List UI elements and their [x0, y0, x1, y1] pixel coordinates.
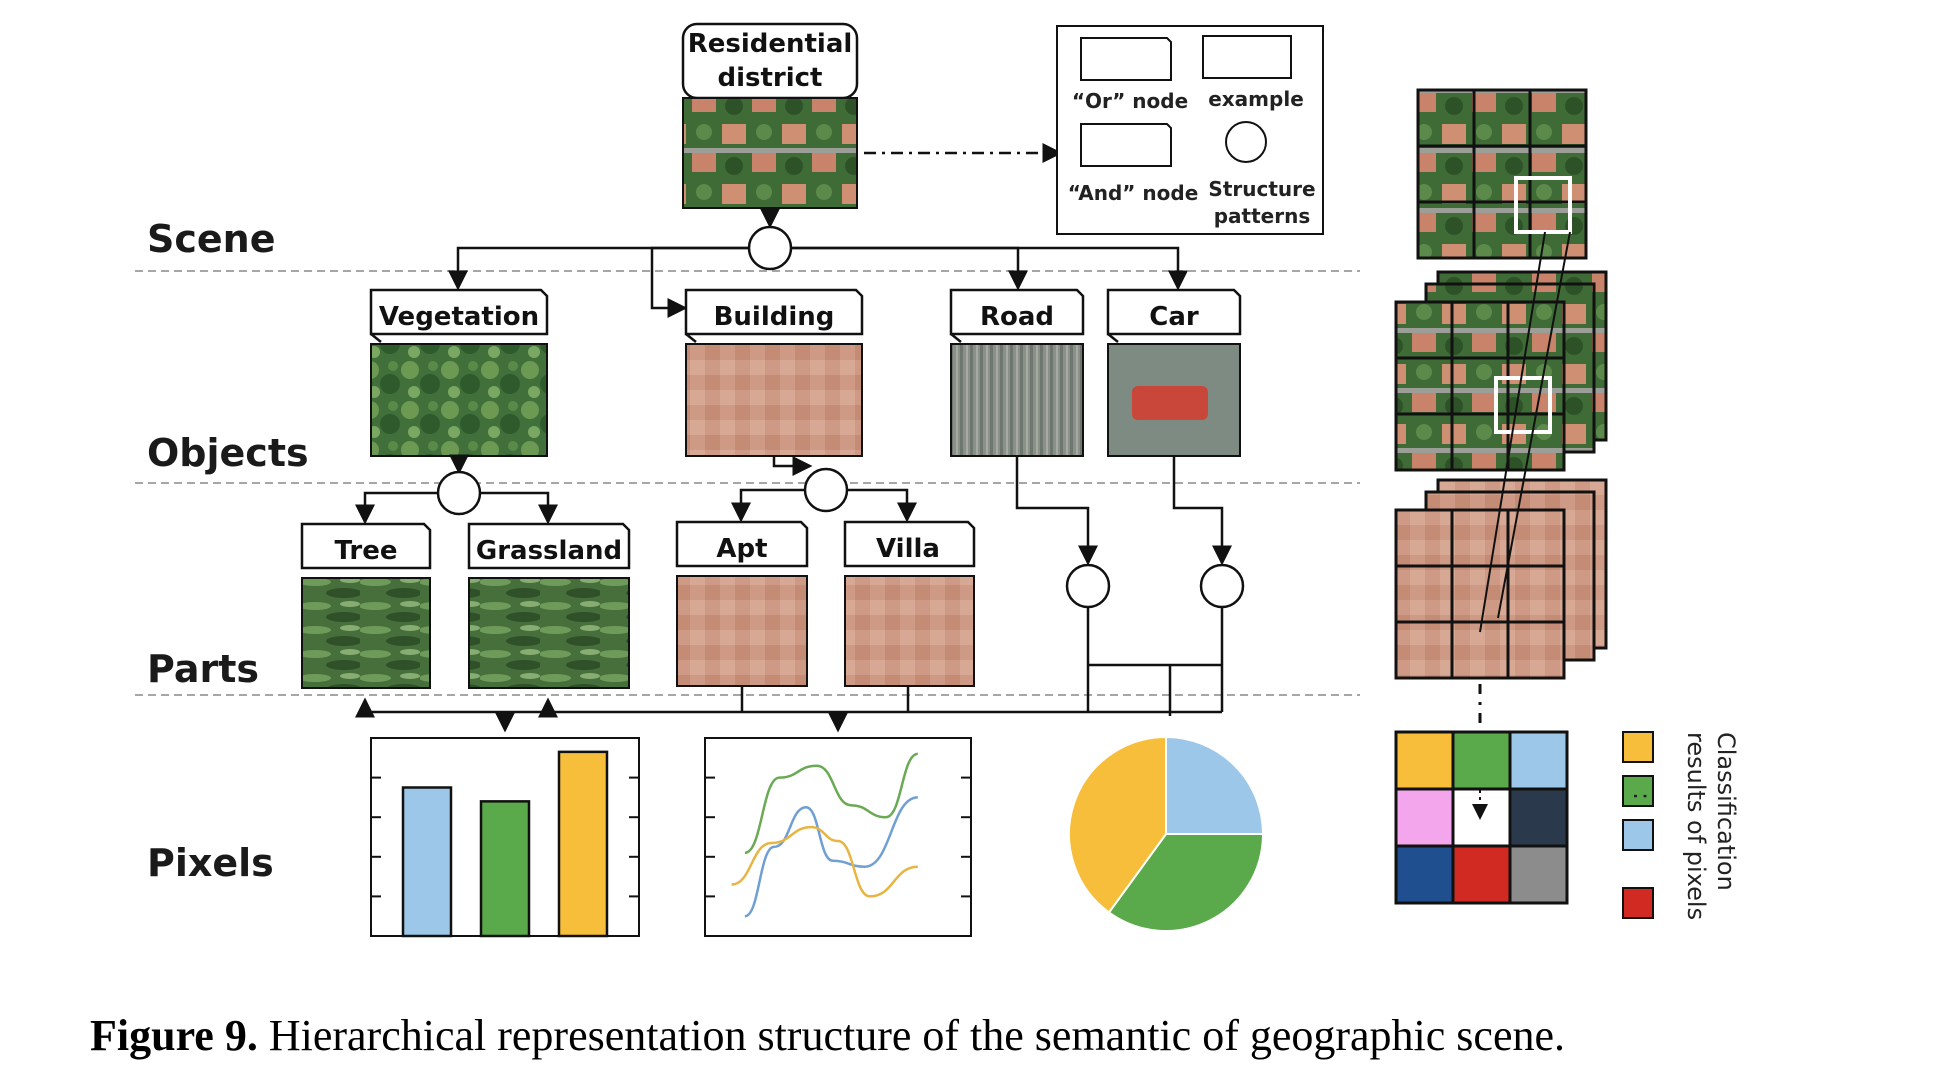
road-structure-node [1067, 565, 1109, 607]
level-scene: Scene [147, 217, 276, 261]
level-objects: Objects [147, 431, 309, 475]
line-chart-frame [705, 738, 971, 936]
tree-image [302, 578, 430, 688]
bar-1 [403, 788, 451, 937]
node-tree [302, 524, 430, 688]
pie-chart [1069, 737, 1263, 931]
grid-cell-0-0 [1396, 732, 1453, 789]
classification-label-line2: results of pixels [1682, 732, 1710, 921]
road-label: Road [979, 302, 1055, 332]
legend-swatch-3 [1623, 888, 1653, 918]
grid-cell-1-1 [1453, 789, 1510, 846]
classification-label-line1: Classification [1712, 732, 1740, 891]
bar-2 [481, 801, 529, 936]
grid-cell-2-2 [1510, 846, 1567, 903]
node-car [1108, 290, 1240, 456]
legend-structure-shape [1226, 122, 1266, 162]
legend-structure-label-1: Structure [1208, 177, 1316, 201]
car-structure-node [1201, 565, 1243, 607]
legend-and-node-label: “And” node [1067, 181, 1199, 205]
classification-legend [1623, 732, 1653, 918]
bar-3 [559, 752, 607, 936]
residential-label-line2: district [717, 63, 823, 93]
level-parts: Parts [147, 647, 259, 691]
level-pixels: Pixels [147, 841, 274, 885]
grassland-label: Grassland [475, 536, 623, 566]
building-image [686, 344, 862, 456]
grid-cell-0-1 [1453, 732, 1510, 789]
scene-structure-node [749, 227, 791, 269]
grid-cell-2-1 [1453, 846, 1510, 903]
legend-swatch-0 [1623, 732, 1653, 762]
node-building [686, 290, 862, 456]
residential-label-line1: Residential [687, 29, 853, 59]
node-road [951, 290, 1083, 456]
villa-label: Villa [876, 534, 940, 564]
legend-example-label: example [1208, 87, 1304, 111]
legend-box [1057, 26, 1323, 234]
legend-or-node-shape [1081, 38, 1171, 80]
node-grassland [469, 524, 629, 688]
residential-image [683, 98, 857, 208]
legend-swatch-2 [1623, 820, 1653, 850]
node-villa [845, 522, 974, 686]
grid-cell-1-2 [1510, 789, 1567, 846]
node-residential-district [683, 24, 857, 208]
caption-label: Figure 9. [90, 1011, 258, 1060]
vegetation-label: Vegetation [378, 302, 540, 332]
image-stack-top [1418, 90, 1586, 258]
node-apt [677, 522, 807, 686]
apt-image [677, 576, 807, 686]
car-shape [1132, 386, 1208, 420]
vegetation-structure-node [438, 472, 480, 514]
grid-cell-2-0 [1396, 846, 1453, 903]
tree-label: Tree [334, 536, 398, 566]
building-structure-node [805, 469, 847, 511]
grassland-image [469, 578, 629, 688]
pie-slice-blue [1166, 737, 1263, 834]
node-vegetation [371, 290, 547, 456]
figure-caption [90, 1011, 1565, 1060]
classification-dots: : [1628, 791, 1656, 801]
villa-image [845, 576, 974, 686]
road-image [951, 344, 1083, 456]
car-label: Car [1149, 302, 1199, 332]
image-stack-bottom [1396, 480, 1606, 678]
legend-or-node-label: “Or” node [1071, 89, 1189, 113]
building-label: Building [713, 302, 835, 332]
image-stack-middle [1396, 272, 1606, 470]
legend-example-shape [1203, 36, 1291, 78]
caption-text: Hierarchical representation structure of the semantic of geographic scene. [257, 1011, 1566, 1060]
legend-and-node-shape [1081, 124, 1171, 166]
classification-grid [1396, 732, 1567, 903]
vegetation-image [371, 344, 547, 456]
grid-cell-0-2 [1510, 732, 1567, 789]
grid-cell-1-0 [1396, 789, 1453, 846]
apt-label: Apt [716, 534, 768, 564]
legend-structure-label-2: patterns [1213, 204, 1311, 228]
